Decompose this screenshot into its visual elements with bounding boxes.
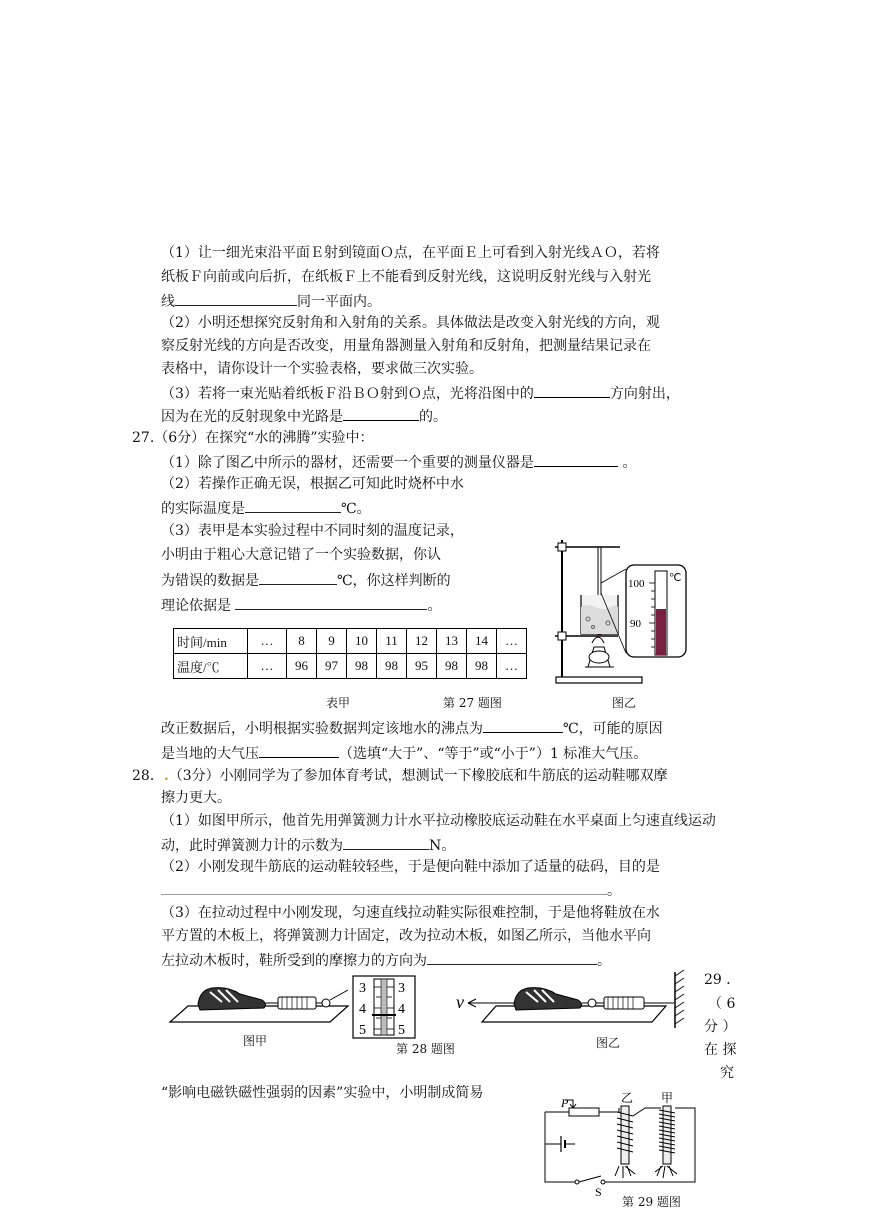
- q26-p3-line2: 因为在光的反射现象中光路是 的。: [161, 405, 447, 427]
- q27-p2-line1: （2）若操作正确无误，根据乙可知此时烧杯中水: [161, 476, 464, 492]
- answer-blank[interactable]: [259, 569, 337, 585]
- table-cell: 9: [317, 629, 347, 654]
- answer-blank[interactable]: [427, 949, 597, 965]
- q26-p1-line3: 线 同一平面内。: [161, 290, 381, 312]
- figure-caption: 图乙: [612, 696, 637, 710]
- shoe-on-table-figure: [170, 978, 350, 1028]
- table-row: [174, 654, 527, 679]
- thermo-unit: ℃: [669, 572, 682, 584]
- table-cell: 98: [467, 654, 497, 679]
- q26-p1-line1: （1）让一细光束沿平面Ｅ射到镜面Ｏ点，在平面Ｅ上可看到入射光线ＡＯ，若将: [161, 245, 660, 261]
- scale-label-4-left: 4: [359, 1002, 366, 1017]
- figure-caption: 第 28 题图: [396, 1042, 455, 1056]
- q27-p3-line2: 小明由于粗心大意记错了一个实验数据，你认: [161, 547, 441, 563]
- answer-blank[interactable]: [534, 451, 618, 467]
- q29-side-3: 分 ）: [704, 1019, 737, 1035]
- q28-p3-line3: 左拉动木板时，鞋所受到的摩擦力的方向为 。: [161, 949, 611, 971]
- q28-p3-line2: 平方置的木板上，将弹簧测力计固定，改为拉动木板，如图乙所示，当他水平向: [161, 928, 651, 944]
- q28-heading: 28．.（3分）小刚同学为了参加体育考试，想测试一下橡胶底和牛筋底的运动鞋哪双摩: [132, 768, 668, 784]
- q29-side-1: 29 ．: [704, 972, 741, 988]
- table-cell: 8: [287, 629, 317, 654]
- answer-blank[interactable]: [343, 834, 429, 850]
- q27-p3-line1: （3）表甲是本实验过程中不同时刻的温度记录，: [161, 523, 464, 539]
- electromagnet-circuit-figure: [535, 1088, 710, 1208]
- q28-p1-line1: （1）如图甲所示，他首先用弹簧测力计水平拉动橡胶底运动鞋在水平桌面上匀速直线运动: [161, 813, 716, 829]
- answer-blank[interactable]: [175, 290, 297, 306]
- answer-blank[interactable]: [259, 742, 339, 758]
- table-cell: …: [248, 654, 287, 679]
- q26-p1-line2: 纸板Ｆ向前或向后折，在纸板Ｆ上不能看到反射光线，这说明反射光线与入射光: [161, 269, 651, 285]
- q27-p4-line2: 是当地的大气压 （选填“大于”、“等于”或“小于”）1 标准大气压。: [161, 742, 647, 764]
- magnet-yi-label: 乙: [621, 1091, 634, 1105]
- answer-blank[interactable]: [245, 497, 341, 513]
- table-cell: 98: [347, 654, 377, 679]
- table-cell: 12: [407, 629, 437, 654]
- q28-p1-line2: 动，此时弹簧测力计的示数为 N。: [161, 834, 455, 856]
- q27-p1: （1）除了图乙中所示的器材，还需要一个重要的测量仪器是 。: [161, 451, 636, 473]
- magnet-jia-label: 甲: [661, 1091, 674, 1105]
- table-cell: 时间/min: [174, 629, 248, 654]
- boiling-apparatus-figure: [548, 535, 688, 690]
- scale-label-3-right: 3: [398, 981, 405, 996]
- q27-p2-line2: 的实际温度是 ℃。: [161, 497, 371, 519]
- temperature-table: [173, 628, 527, 679]
- q26-p2-line2: 察反射光线的方向是否改变，用量角器测量入射角和反射角，把测量结果记录在: [161, 338, 651, 354]
- q27-heading: 27.（6分）在探究“水的沸腾”实验中：: [132, 430, 374, 446]
- thermo-label-100: 100: [628, 578, 645, 590]
- table-caption: 表甲: [326, 696, 351, 710]
- q26-p2-line1: （2）小明还想探究反射角和入射角的关系。具体做法是改变入射光线的方向，观: [161, 315, 660, 331]
- answer-blank[interactable]: [534, 382, 610, 398]
- scale-label-4-right: 4: [398, 1002, 405, 1017]
- q29-side-2: （ 6: [708, 996, 736, 1012]
- figure-caption: 第 29 题图: [622, 1195, 681, 1209]
- q27-p4-line1: 改正数据后，小明根据实验数据判定该地水的沸点为 ℃，可能的原因: [161, 717, 663, 739]
- table-cell: 13: [437, 629, 467, 654]
- switch-label: S: [595, 1185, 602, 1199]
- q28-heading-line2: 擦力更大。: [161, 790, 231, 806]
- table-cell: 10: [347, 629, 377, 654]
- figure-caption: 第 27 题图: [443, 696, 502, 710]
- q28-p3-line1: （3）在拉动过程中小刚发现，匀速直线拉动鞋实际很难控制，于是他将鞋放在水: [161, 905, 660, 921]
- q28-p2-line2: 。: [161, 879, 621, 901]
- table-cell: …: [497, 654, 527, 679]
- answer-blank[interactable]: [343, 405, 419, 421]
- q29-line: “影响电磁铁磁性强弱的因素”实验中，小明制成简易: [161, 1085, 484, 1101]
- answer-blank[interactable]: [483, 717, 563, 733]
- table-cell: 97: [317, 654, 347, 679]
- q28-p2-line1: （2）小刚发现牛筋底的运动鞋较轻些，于是便向鞋中添加了适量的砝码，目的是: [161, 859, 660, 875]
- q29-side-5: 究: [720, 1065, 734, 1081]
- table-row: [174, 629, 527, 654]
- table-cell: 98: [437, 654, 467, 679]
- q27-p3-line4: 理论依据是 。: [161, 594, 441, 616]
- answer-blank[interactable]: [161, 879, 607, 895]
- board-pull-figure: [452, 970, 687, 1030]
- spring-scale-closeup: [352, 975, 416, 1039]
- figure-caption: 图甲: [243, 1034, 268, 1048]
- q26-p3-line1: （3）若将一束光贴着纸板Ｆ沿ＢＯ射到Ｏ点，光将沿图中的 方向射出，: [161, 382, 680, 404]
- table-cell: 95: [407, 654, 437, 679]
- q26-p2-line3: 表格中，请你设计一个实验表格，要求做三次实验。: [161, 361, 483, 377]
- scale-label-3-left: 3: [359, 981, 366, 996]
- table-cell: 14: [467, 629, 497, 654]
- answer-blank[interactable]: [235, 594, 427, 610]
- rheostat-label: P: [561, 1096, 569, 1110]
- table-cell: 11: [377, 629, 407, 654]
- table-cell: …: [497, 629, 527, 654]
- figure-caption: 图乙: [596, 1036, 621, 1050]
- q27-p3-line3: 为错误的数据是 ℃，你这样判断的: [161, 569, 451, 591]
- thermo-label-90: 90: [630, 618, 641, 630]
- table-cell: 温度/℃: [174, 654, 248, 679]
- scale-label-5-left: 5: [359, 1023, 366, 1038]
- table-cell: …: [248, 629, 287, 654]
- table-cell: 98: [377, 654, 407, 679]
- scale-label-5-right: 5: [398, 1023, 405, 1038]
- velocity-label: v: [456, 992, 464, 1012]
- q29-side-4: 在 探: [704, 1042, 737, 1058]
- table-cell: 96: [287, 654, 317, 679]
